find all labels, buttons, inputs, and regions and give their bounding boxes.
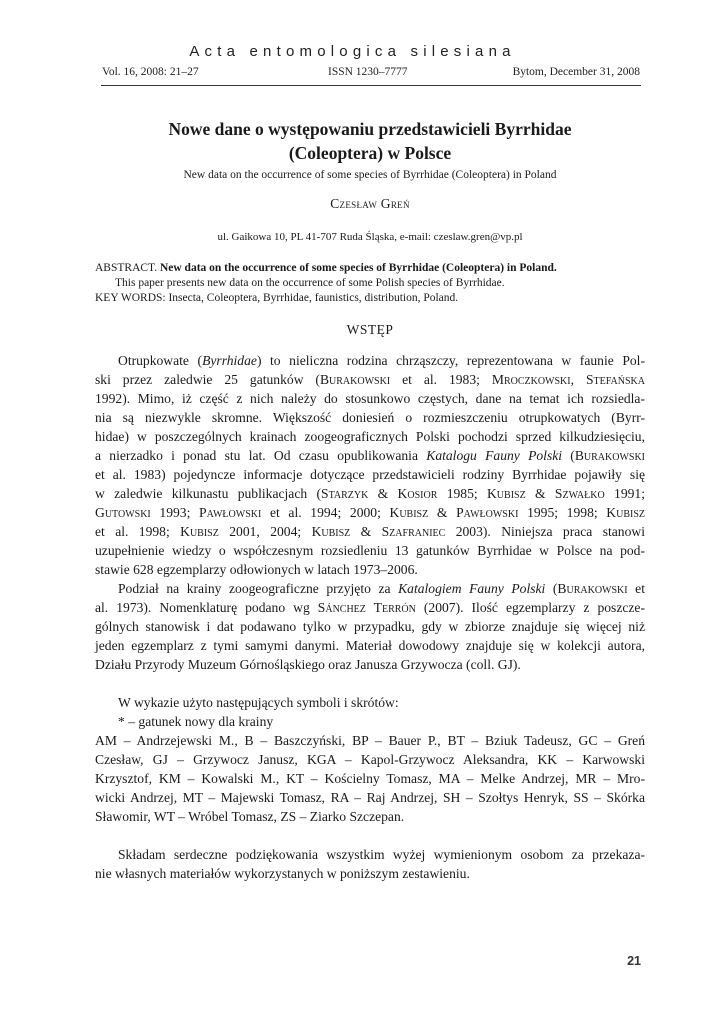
body-line: al. 1973). Nomenklaturę podano wg Sánchez Terrón (2007). Ilość egzemplarzy z poszcze- <box>95 600 645 615</box>
body-line: a nierzadko i ponad stu lat. Od czasu opublikowania Katalogu Fauny Polski (Burakowski <box>95 448 646 463</box>
body-line: wicki Andrzej, MT – Majewski Tomasz, RA – Raj Andrzej, SH – Szołtys Henryk, SS – Skórka <box>95 790 645 805</box>
body-line: Czesław, GJ – Grzywocz Janusz, KGA – Kapol-Grzywocz Aleksandra, KK – Karwowski <box>95 752 645 767</box>
abstract-title: New data on the occurrence of some species of Byrrhidae (Coleoptera) in Poland. <box>159 262 557 274</box>
paragraph-gap <box>95 674 645 693</box>
journal-title: Acta entomologica silesiana <box>189 43 516 60</box>
body-line: et al. 1998; Kubisz 2001, 2004; Kubisz & Szafraniec 2003). Niniejsza praca stanowi <box>95 524 645 539</box>
volume-info: Vol. 16, 2008: 21–27 <box>102 66 199 78</box>
body-line: et al. 1983) pojedyncze informacje dotyczące przedstawicieli rodziny Byrrhidae pojawiły się <box>95 467 645 482</box>
body-line: Podział na krainy zoogeograficzne przyjęto za Katalogiem Fauny Polski (Burakowski et <box>118 581 645 596</box>
body-text <box>95 351 645 883</box>
body-line: gólnych stanowisk i dat podawano tylko w przypadku, gdy w zbiorze znajduje się więcej niż <box>95 619 645 634</box>
journal-meta <box>102 66 640 82</box>
paragraph-gap <box>95 826 645 845</box>
body-line: Gutowski 1993; Pawłowski et al. 1994; 2000; Kubisz & Pawłowski 1995; 1998; Kubisz <box>95 505 646 520</box>
body-line: Krzysztof, KM – Kowalski M., KT – Kościelny Tomasz, MA – Melke Andrzej, MR – Mro- <box>95 771 645 786</box>
issn: ISSN 1230–7777 <box>328 66 408 78</box>
body-line: Otrupkowate (Byrrhidae) to nieliczna rodzina chrząszczy, reprezentowana w faunie Pol- <box>118 353 645 368</box>
author-name: Czesław Greń <box>330 196 410 211</box>
body-line: stawie 628 egzemplarzy odłowionych w latach 1973–2006. <box>95 562 418 577</box>
article-title-line-2: (Coleoptera) w Polsce <box>288 143 452 163</box>
body-line: * – gatunek nowy dla krainy <box>118 714 274 729</box>
body-line: ski przez zaledwie 25 gatunków (Burakowski et al. 1983; Mroczkowski, Stefańska <box>95 372 645 387</box>
section-heading: WSTĘP <box>346 322 394 337</box>
author-address: ul. Gaikowa 10, PL 41-707 Ruda Śląska, e-mail: czeslaw.gren@vp.pl <box>217 231 523 243</box>
body-line: Działu Przyrody Muzeum Górnośląskiego oraz Janusza Grzywocza (coll. GJ). <box>95 657 521 672</box>
body-line: uzupełnienie wiedzy o współczesnym rozsiedleniu 13 gatunków Byrrhidae w Polsce na pod- <box>95 543 645 558</box>
header-rule <box>101 85 641 86</box>
abstract-title-line <box>95 261 650 276</box>
abstract <box>95 261 650 306</box>
abstract-text: This paper presents new data on the occurrence of some Polish species of Byrrhidae. <box>115 277 505 289</box>
body-line: jeden egzemplarz z tymi samymi danymi. Materiał dowodowy znajduje się w kolekcji autora, <box>95 638 645 653</box>
article-subtitle: New data on the occurrence of some species of Byrrhidae (Coleoptera) in Poland <box>183 169 557 181</box>
body-line: Sławomir, WT – Wróbel Tomasz, ZS – Ziarko Szczepan. <box>95 809 405 824</box>
body-line: AM – Andrzejewski M., B – Baszczyński, BP – Bauer P., BT – Bziuk Tadeusz, GC – Greń <box>95 733 645 748</box>
page-number: 21 <box>627 954 641 968</box>
place-date: Bytom, December 31, 2008 <box>512 66 640 78</box>
body-line: Składam serdeczne podziękowania wszystkim wyżej wymienionym osobom za przekaza- <box>118 847 645 862</box>
abstract-label: ABSTRACT. <box>95 262 158 274</box>
body-line: nie własnych materiałów wykorzystanych w poniższym zestawieniu. <box>95 866 470 881</box>
body-line: W wykazie użyto następujących symboli i skrótów: <box>118 695 399 710</box>
body-line: hidae) w poszczególnych krainach zoogeograficznych Polski pochodzi sprzed kilkudziesięciu, <box>95 429 645 444</box>
article-title-line-1: Nowe dane o występowaniu przedstawicieli Byrrhidae <box>168 119 572 139</box>
keywords: KEY WORDS: Insecta, Coleoptera, Byrrhidae, faunistics, distribution, Poland. <box>95 292 459 304</box>
body-line: 1992). Mimo, iż część z nich należy do stosunkowo częstych, dane na temat ich rozsiedla- <box>95 391 645 406</box>
body-line: nia są niezwykle skromne. Większość doniesień o rozmieszczeniu otrupkowatych (Byrr- <box>95 410 645 425</box>
body-line: w zaledwie kilkunastu publikacjach (Starzyk & Kosior 1985; Kubisz & Szwałko 1991; <box>95 486 645 501</box>
article-title <box>100 117 640 165</box>
